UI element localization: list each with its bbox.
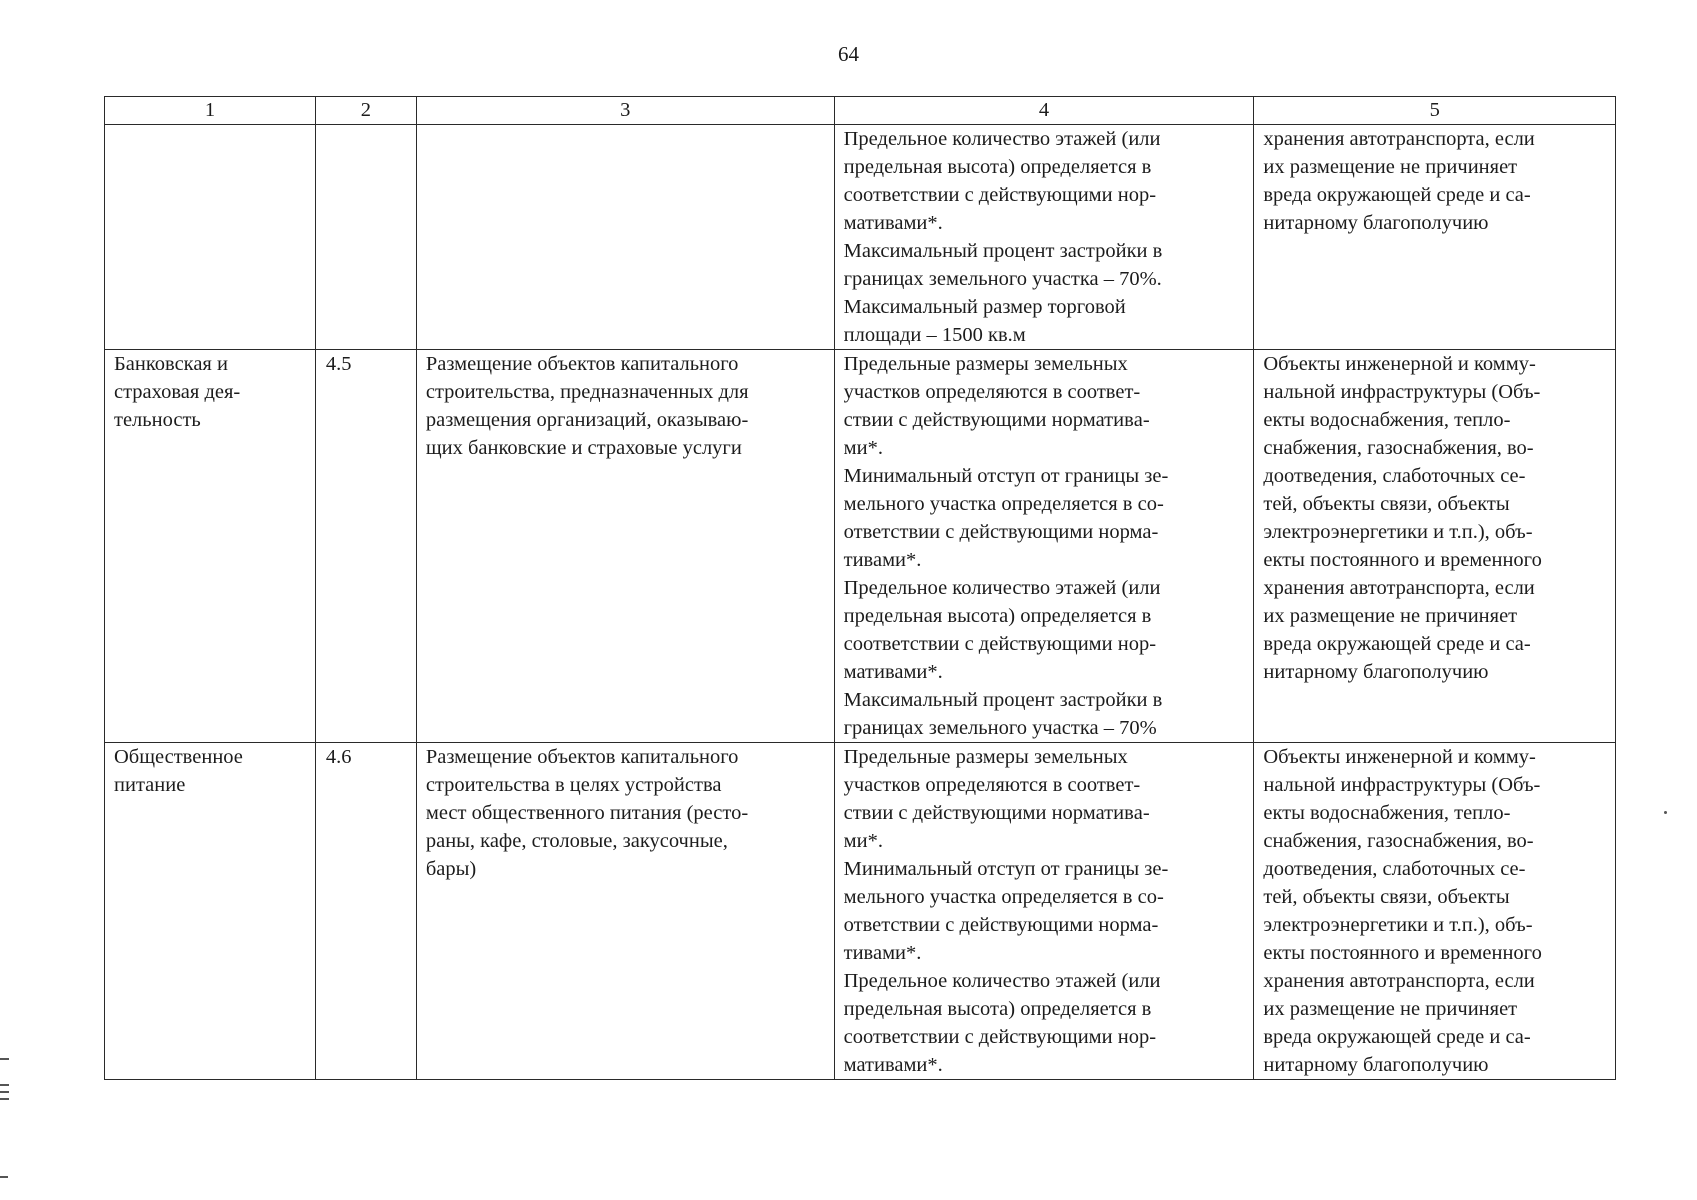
land-use-table [104, 96, 1616, 1080]
table-row [105, 350, 1616, 743]
column-number-1: 1 [105, 97, 316, 125]
column-number-3: 3 [416, 97, 834, 125]
land-use-description-cell: Размещение объектов капитального строительства, предназначенных для размещения организаций, оказываю- щих банковские и страховые услуги [416, 350, 834, 743]
parameters-cell: Предельные размеры земельных участков определяются в соответ- ствии с действующими нормативa- ми*. Минимальный отступ от границы зе- мельного участка определяется в со- ответствии с действующими норма- тивами*. Предельное количество этажей (или предельная высота) определяется в соответствии с действующими нор- мативами*. [834, 743, 1254, 1080]
column-number-2: 2 [315, 97, 416, 125]
auxiliary-uses-cell: Объекты инженерной и комму- нальной инфраструктуры (Объ- екты водоснабжения, тепло- снабжения, газоснабжения, во- доотведения, слаботочных се- тей, объекты связи, объекты электроэнергетики и т.п.), объ- екты постоянного и временного хранения автотранспорта, если их размещение не причиняет вреда окружающей среде и са- нитарному благополучию [1254, 743, 1616, 1080]
page-number: 64 [838, 42, 859, 66]
table-row [105, 125, 1616, 350]
column-number-row [105, 97, 1616, 125]
table-row [105, 743, 1616, 1080]
land-use-description-cell: Размещение объектов капитального строительства в целях устройства мест общественного питания (ресто- раны, кафе, столовые, закусочные, бары) [416, 743, 834, 1080]
land-use-code-cell: 4.6 [315, 743, 416, 1080]
binding-mark [0, 1098, 9, 1100]
land-use-code-cell: 4.5 [315, 350, 416, 743]
auxiliary-uses-cell: Объекты инженерной и комму- нальной инфраструктуры (Объ- екты водоснабжения, тепло- снабжения, газоснабжения, во- доотведения, слаботочных се- тей, объекты связи, объекты электроэнергетики и т.п.), объ- екты постоянного и временного хранения автотранспорта, если их размещение не причиняет вреда окружающей среде и са- нитарному благополучию [1254, 350, 1616, 743]
binding-mark [0, 1084, 9, 1086]
table-header [105, 97, 1616, 125]
land-use-name-cell: Банковская и страховая дея- тельность [105, 350, 316, 743]
auxiliary-uses-cell: хранения автотранспорта, если их размещение не причиняет вреда окружающей среде и са- нитарному благополучию [1254, 125, 1616, 350]
land-use-description-cell [416, 125, 834, 350]
column-number-4: 4 [834, 97, 1254, 125]
land-use-code-cell [315, 125, 416, 350]
parameters-cell: Предельные размеры земельных участков определяются в соответ- ствии с действующими нормативa- ми*. Минимальный отступ от границы зе- мельного участка определяется в со- ответствии с действующими норма- тивами*. Предельное количество этажей (или предельная высота) определяется в соответствии с действующими нор- мативами*. Максимальный процент застройки в границах земельного участка – 70% [834, 350, 1254, 743]
binding-mark [0, 1091, 9, 1093]
column-number-5: 5 [1254, 97, 1616, 125]
scan-dot [1664, 811, 1667, 814]
parameters-cell: Предельное количество этажей (или предельная высота) определяется в соответствии с действующими нор- мативами*. Максимальный процент застройки в границах земельного участка – 70%. Максимальный размер торговой площади – 1500 кв.м [834, 125, 1254, 350]
land-use-name-cell [105, 125, 316, 350]
binding-mark [0, 1176, 8, 1178]
land-use-name-cell: Общественное питание [105, 743, 316, 1080]
table-body [105, 125, 1616, 1080]
binding-mark [0, 1058, 9, 1060]
